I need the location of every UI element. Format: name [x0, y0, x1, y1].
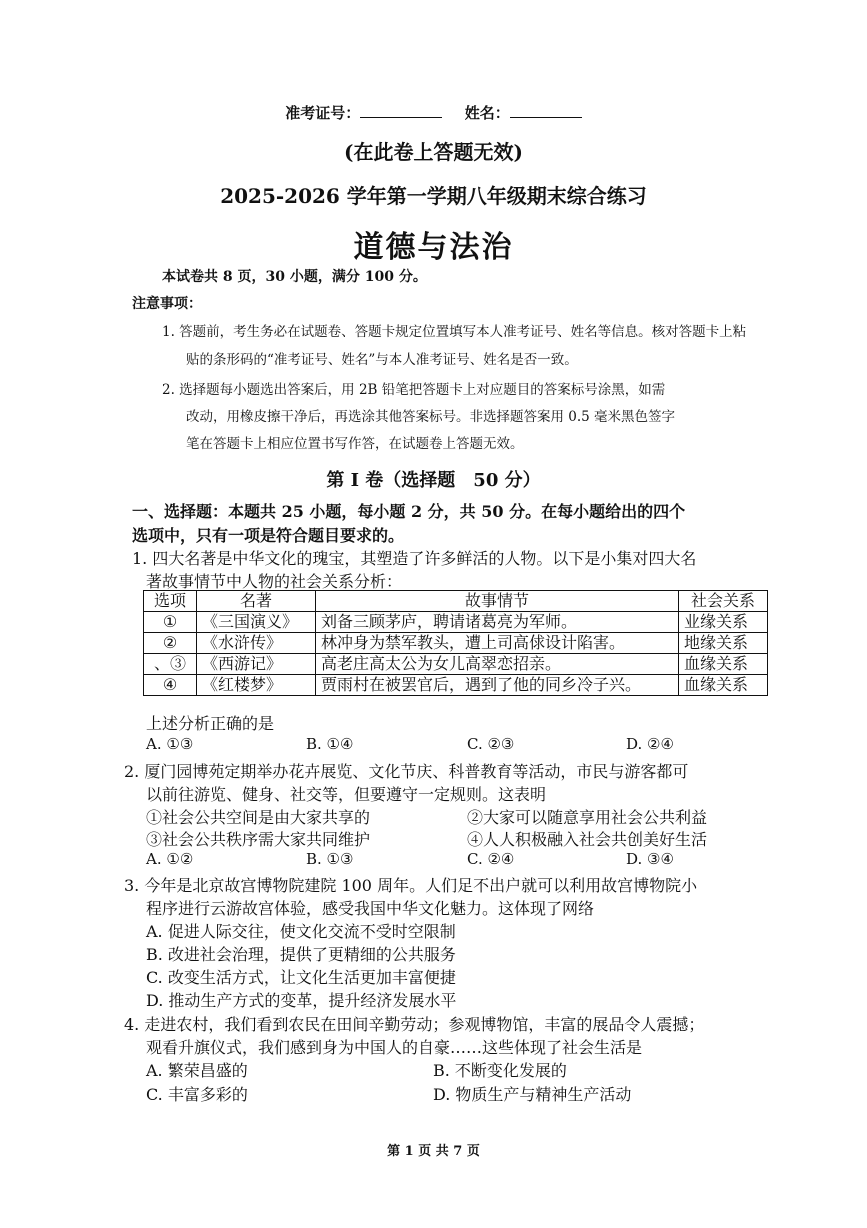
q1-line-1: 1. 四大名著是中华文化的瑰宝，其塑造了许多鲜活的人物。以下是小集对四大名 — [132, 549, 697, 568]
table-header-cell: 社会关系 — [679, 591, 768, 612]
q2-statement-1: ①社会公共空间是由大家共享的 — [146, 808, 371, 827]
q1-line-2: 著故事情节中人物的社会关系分析： — [146, 572, 403, 591]
q2-line-1: 2. 厦门园博苑定期举办花卉展览、文化节庆、科普教育等活动，市民与游客都可 — [124, 762, 689, 781]
subject-title: 道德与法治 — [353, 230, 514, 265]
section-instruction-2: 选项中，只有一项是符合题目要求的。 — [132, 526, 405, 545]
q4-line-2: 观看升旗仪式，我们感到身为中国人的自豪……这些体现了社会生活是 — [146, 1038, 643, 1057]
q3-option-c: C. 改变生活方式，让文化生活更加丰富便捷 — [146, 968, 456, 987]
notice-line-4: 改动，用橡皮擦干净后，再选涂其他答案标号。非选择题答案用 0.5 毫米黑色签字 — [186, 409, 676, 425]
q3-option-b: B. 改进社会治理，提供了更精细的公共服务 — [146, 945, 456, 964]
table-cell: 《西游记》 — [197, 654, 316, 675]
exam-title: 2025-2026 学年第一学期八年级期末综合练习 — [220, 184, 647, 208]
q3-option-a: A. 促进人际交往，使文化交流不受时空限制 — [146, 922, 456, 941]
q4-line-1: 4. 走进农村，我们看到农民在田间辛勤劳动；参观博物馆，丰富的展品令人震撼； — [124, 1015, 705, 1034]
table-row — [144, 612, 768, 633]
table-row — [144, 654, 768, 675]
table-cell: 血缘关系 — [679, 654, 768, 675]
table-header-row — [144, 591, 768, 612]
q4-option-d: D. 物质生产与精神生产活动 — [433, 1085, 632, 1104]
table-cell: 、③ — [144, 654, 197, 675]
paper-info: 本试卷共 8 页，30 小题，满分 100 分。 — [162, 269, 427, 285]
q3-line-1: 3. 今年是北京故宫博物院建院 100 周年。人们足不出户就可以利用故宫博物院小 — [124, 876, 698, 895]
table-cell: ② — [144, 633, 197, 654]
section-instruction-1: 一、选择题：本题共 25 小题，每小题 2 分，共 50 分。在每小题给出的四个 — [132, 502, 686, 521]
table-cell: 血缘关系 — [679, 675, 768, 696]
table-header-cell: 名著 — [197, 591, 316, 612]
table-header-cell: 故事情节 — [316, 591, 679, 612]
exam-id-blank — [360, 103, 442, 118]
q4-option-b: B. 不断变化发展的 — [433, 1061, 567, 1080]
notice-line-5: 笔在答题卡上相应位置书写作答，在试题卷上答题无效。 — [186, 436, 524, 452]
name-label: 姓名： — [464, 104, 510, 122]
q2-option-b: B. ①③ — [306, 850, 354, 868]
q1-option-d: D. ②④ — [626, 735, 674, 753]
table-cell: ④ — [144, 675, 197, 696]
exam-id-label: 准考证号： — [285, 104, 361, 122]
q1-option-a: A. ①③ — [146, 735, 194, 753]
table-cell: ① — [144, 612, 197, 633]
table-cell: 刘备三顾茅庐，聘请诸葛亮为军师。 — [316, 612, 679, 633]
table-cell: 《红楼梦》 — [197, 675, 316, 696]
table-cell: 地缘关系 — [679, 633, 768, 654]
table-row — [144, 675, 768, 696]
invalid-note: (在此卷上答题无效) — [344, 140, 523, 164]
notice-line-2: 贴的条形码的“准考证号、姓名”与本人准考证号、姓名是否一致。 — [186, 352, 578, 368]
q2-option-a: A. ①② — [146, 850, 194, 868]
table-cell: 《三国演义》 — [197, 612, 316, 633]
q2-option-c: C. ②④ — [467, 850, 515, 868]
notice-line-1: 1. 答题前，考生务必在试题卷、答题卡规定位置填写本人准考证号、姓名等信息。核对答题卡上粘 — [162, 324, 747, 340]
q2-statement-2: ②大家可以随意享用社会公共利益 — [467, 808, 708, 827]
q2-line-2: 以前往游览、健身、社交等，但要遵守一定规则。这表明 — [146, 785, 547, 804]
q1-option-c: C. ②③ — [467, 735, 515, 753]
table-cell: 高老庄高太公为女儿高翠恋招亲。 — [316, 654, 679, 675]
notice-title: 注意事项： — [132, 296, 202, 312]
q1-stem-end: 上述分析正确的是 — [146, 714, 275, 733]
table-row — [144, 633, 768, 654]
table-cell: 贾雨村在被罢官后，遇到了他的同乡冷子兴。 — [316, 675, 679, 696]
page-number: 第 1 页 共 7 页 — [387, 1144, 480, 1159]
q1-table — [143, 590, 768, 696]
q2-option-d: D. ③④ — [626, 850, 674, 868]
table-header-cell: 选项 — [144, 591, 197, 612]
table-cell: 《水浒传》 — [197, 633, 316, 654]
table-cell: 业缘关系 — [679, 612, 768, 633]
q4-option-a: A. 繁荣昌盛的 — [146, 1061, 248, 1080]
table-cell: 林冲身为禁军教头，遭上司高俅设计陷害。 — [316, 633, 679, 654]
notice-line-3: 2. 选择题每小题选出答案后，用 2B 铅笔把答题卡上对应题目的答案标号涂黑，如需 — [162, 382, 666, 398]
q3-line-2: 程序进行云游故宫体验，感受我国中华文化魅力。这体现了网络 — [146, 899, 595, 918]
q2-statement-3: ③社会公共秩序需大家共同维护 — [146, 830, 371, 849]
section-title: 第 I 卷（选择题 50 分） — [326, 470, 541, 491]
q2-statement-4: ④人人积极融入社会共创美好生活 — [467, 830, 708, 849]
q1-option-b: B. ①④ — [306, 735, 354, 753]
exam-id-row — [0, 102, 867, 123]
name-blank — [510, 103, 582, 118]
q4-option-c: C. 丰富多彩的 — [146, 1085, 248, 1104]
q3-option-d: D. 推动生产方式的变革，提升经济发展水平 — [146, 991, 457, 1010]
